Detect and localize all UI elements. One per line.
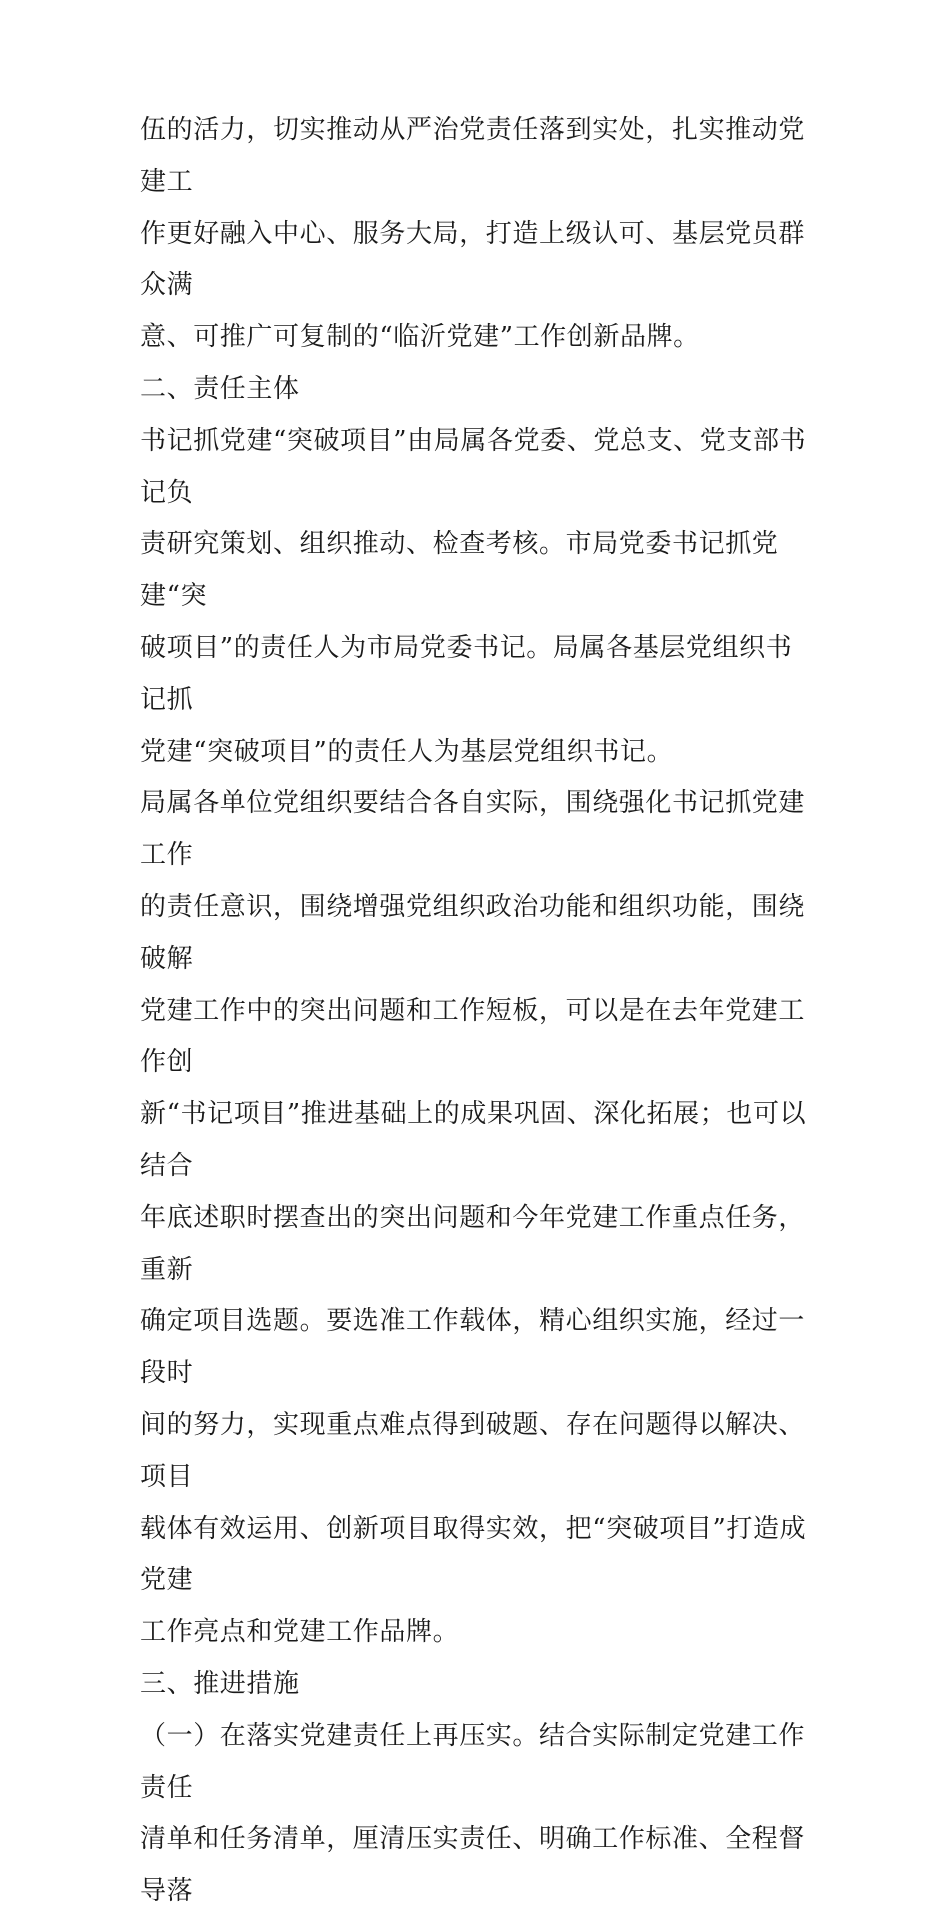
text-line: 党建“突破项目”的责任人为基层党组织书记。 [140, 736, 674, 767]
document-body [140, 105, 815, 1918]
text-line: 清单和任务清单，厘清压实责任、明确工作标准、全程督导落 [140, 1824, 806, 1907]
text-line: 新“书记项目”推进基础上的成果巩固、深化拓展；也可以结合 [140, 1099, 807, 1181]
text-line: 书记抓党建“突破项目”由局属各党委、党总支、党支部书记负 [140, 425, 807, 508]
text-line: 年底述职时摆查出的突出问题和今年党建工作重点任务，重新 [140, 1202, 806, 1285]
text-line: 意、可推广可复制的“临沂党建”工作创新品牌。 [140, 322, 700, 353]
text-line: 党建工作中的突出问题和工作短板，可以是在去年党建工作创 [140, 995, 806, 1078]
text-line: 责研究策划、组织推动、检查考核。市局党委书记抓党建“突 [140, 529, 779, 612]
text-line: 间的努力，实现重点难点得到破题、存在问题得以解决、项目 [140, 1409, 806, 1492]
text-line: 的责任意识，围绕增强党组织政治功能和组织功能，围绕破解 [140, 891, 806, 974]
text-line: 破项目”的责任人为市局党委书记。局属各基层党组织书记抓 [140, 632, 793, 715]
text-line: （一）在落实党建责任上再压实。结合实际制定党建工作责任 [140, 1720, 806, 1803]
text-line: 伍的活力，切实推动从严治党责任落到实处，扎实推动党建工 [140, 115, 806, 197]
text-line: 工作亮点和党建工作品牌。 [140, 1617, 460, 1648]
text-line: 局属各单位党组织要结合各自实际，围绕强化书记抓党建工作 [140, 788, 806, 871]
text-line: 载体有效运用、创新项目取得实效，把“突破项目”打造成党建 [140, 1513, 807, 1596]
text-line: 确定项目选题。要选准工作载体，精心组织实施，经过一段时 [140, 1306, 806, 1389]
section-heading: 三、推进措施 [140, 1668, 300, 1699]
section-heading: 二、责任主体 [140, 373, 300, 404]
text-line: 作更好融入中心、服务大局，打造上级认可、基层党员群众满 [140, 218, 806, 301]
